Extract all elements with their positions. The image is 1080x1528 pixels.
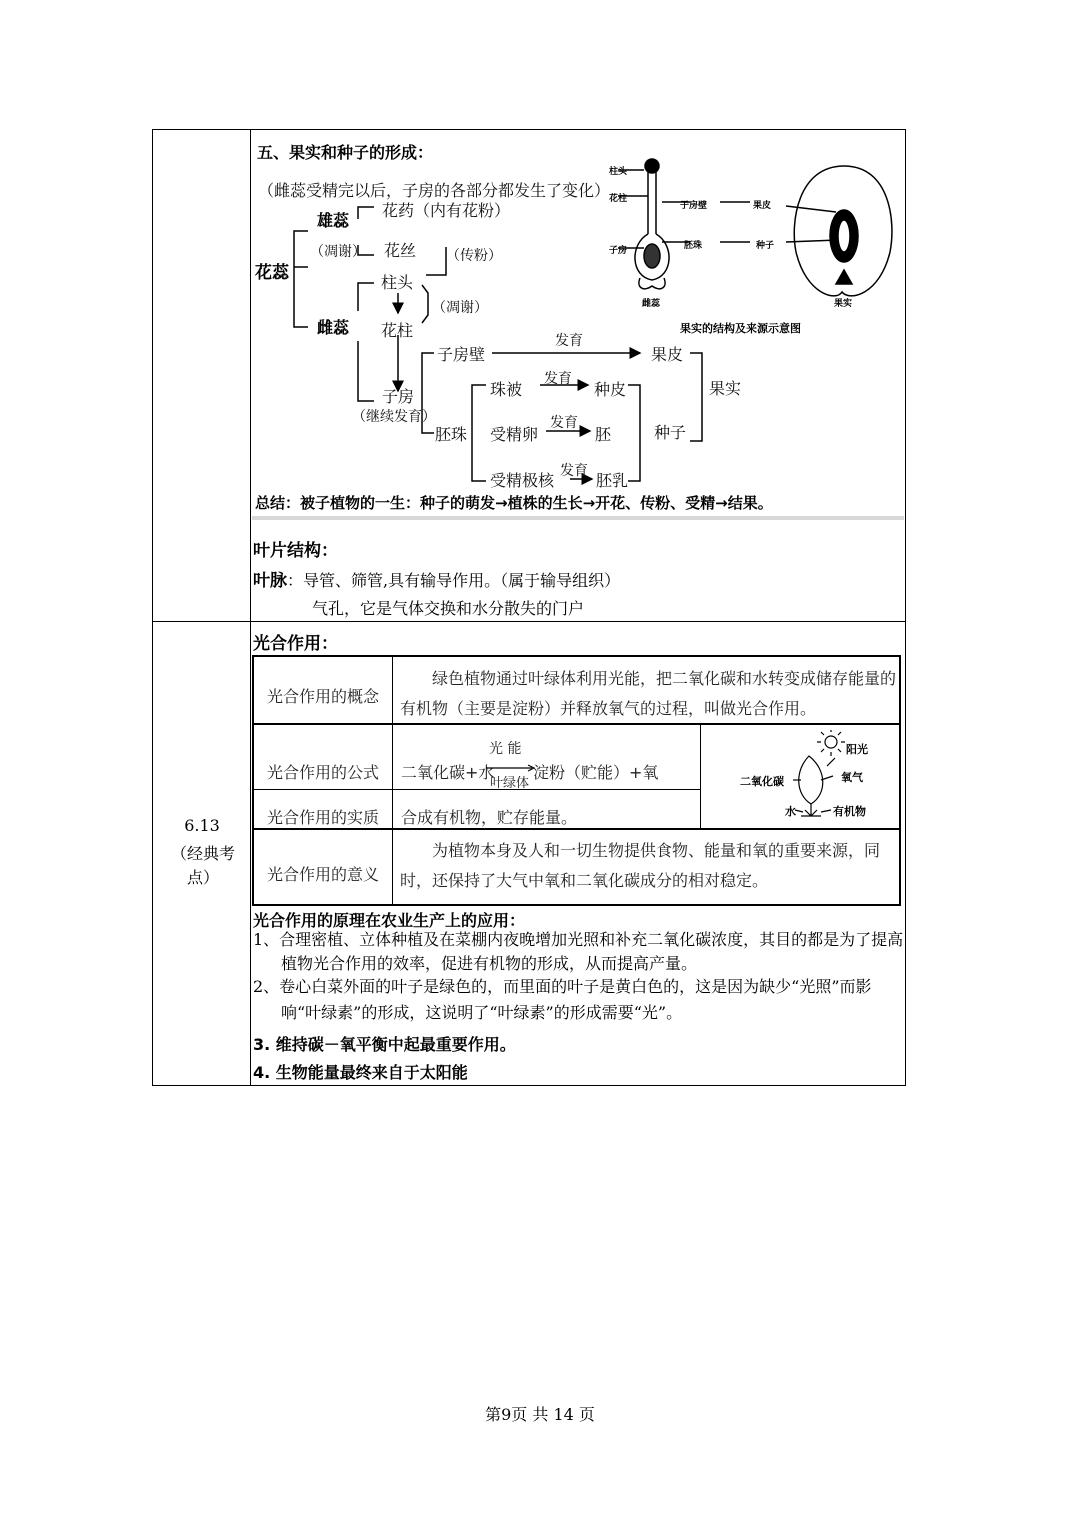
fig-stigma-label: 柱头 (609, 167, 628, 177)
summary-text: 总结：被子植物的一生：种子的萌发→植株的生长→开花、传粉、受精→结果。 (255, 494, 773, 512)
ps-table-divider-3 (252, 789, 701, 790)
formula-right: 淀粉（贮能）+氧 (533, 763, 659, 782)
continue-note: （继续发育） (352, 409, 436, 425)
polar-nuclei-label: 受精极核 (490, 471, 555, 490)
formula-arrow (486, 764, 536, 772)
fertilized-egg-label: 受精卵 (490, 425, 539, 444)
point-3: 3. 维持碳－氧平衡中起最重要作用。 (253, 1035, 516, 1054)
fig-style-label: 花柱 (609, 194, 628, 204)
row-tag: （经典考点） (170, 844, 235, 887)
table-left-border (152, 129, 153, 1086)
fruit-label: 果实 (709, 379, 742, 398)
fig-ovary-wall-label: 子房壁 (680, 201, 708, 211)
formula-label: 光合作用的公式 (267, 763, 380, 782)
ovary-label: 子房 (382, 387, 415, 406)
wither-note-2: （凋谢） (432, 300, 488, 316)
page-footer: 第9页 共 14 页 (485, 1405, 595, 1424)
leaf-vein-line (253, 566, 620, 591)
formula-bottom: 叶绿体 (490, 776, 530, 791)
table-right-border (905, 129, 906, 1086)
fig-co2-label: 二氧化碳 (740, 775, 784, 788)
fig-organic-label: 有机物 (833, 805, 866, 818)
pollination-note: （传粉） (446, 248, 502, 264)
anther-label: 花药（内有花粉） (382, 201, 511, 220)
photosynthesis-title: 光合作用： (253, 634, 338, 654)
fig-fruit-label: 果实 (834, 299, 853, 309)
wither-note-1: （凋谢） (310, 244, 366, 260)
fig-o2-label: 氧气 (841, 771, 863, 784)
fig-ovary-label: 子房 (609, 246, 628, 256)
formula-top: 光 能 (489, 741, 522, 757)
fig-seed-label: 种子 (756, 241, 775, 251)
leaf-vein-label: 叶脉 (253, 571, 287, 591)
meaning-label: 光合作用的意义 (267, 865, 380, 884)
develop-label-1: 发育 (555, 333, 583, 349)
ps-table-divider-2 (252, 828, 901, 830)
section-note: （雌蕊受精完以后，子房的各部分都发生了变化） (258, 181, 611, 200)
essence-text: 合成有机物，贮存能量。 (401, 808, 578, 827)
integument-label: 珠被 (490, 380, 523, 399)
table-bottom-border (152, 1085, 906, 1086)
seed-label: 种子 (654, 423, 687, 442)
embryo-label: 胚 (595, 425, 612, 444)
fig-caption: 果实的结构及来源示意图 (680, 322, 801, 335)
ps-table-col-1 (392, 655, 393, 906)
fig-water-label: 水 (785, 805, 796, 818)
section-title: 五、果实和种子的形成： (257, 143, 434, 162)
application-1: 1、合理密植、立体种植及在菜棚内夜晚增加光照和补充二氧化碳浓度，其目的都是为了提高植物光合作用的效率，促进有机物的形成，从而提高产量。 (253, 930, 904, 973)
leaf-stoma-text: 气孔，它是气体交换和水分散失的门户 (312, 599, 585, 618)
develop-label-3: 发育 (550, 415, 578, 431)
filament-label: 花丝 (384, 241, 417, 260)
flower-label: 花蕊 (255, 263, 289, 283)
fig-ovule-label: 胚珠 (684, 241, 703, 251)
row-date: 6.13 (184, 816, 220, 835)
seed-coat-label: 种皮 (594, 380, 627, 399)
stamen-label: 雄蕊 (317, 211, 350, 230)
ovary-wall-label: 子房壁 (437, 345, 486, 364)
leaf-title: 叶片结构： (253, 541, 338, 561)
pistil-label: 雌蕊 (317, 318, 350, 337)
fruit-structure-figure (600, 152, 900, 342)
application-title: 光合作用的原理在农业生产上的应用： (253, 911, 526, 930)
develop-label-4: 发育 (560, 463, 588, 479)
ovule-label: 胚珠 (435, 425, 468, 444)
fig-pistil-label: 雌蕊 (642, 299, 661, 309)
formula-left: 二氧化碳+水 (401, 763, 495, 782)
style-label: 花柱 (381, 321, 414, 340)
table-row-divider (152, 621, 906, 622)
concept-text: 绿色植物通过叶绿体利用光能，把二氧化碳和水转变成储存能量的有机物（主要是淀粉）并释放氧气的过程，叫做光合作用。 (400, 669, 897, 718)
stigma-label: 柱头 (381, 273, 414, 292)
leaf-vein-text: ：导管、筛管,具有输导作用。（属于输导组织） (287, 571, 621, 590)
point-4: 4. 生物能量最终来自于太阳能 (253, 1063, 468, 1082)
essence-label: 光合作用的实质 (267, 808, 380, 827)
table-top-border (152, 129, 906, 130)
meaning-text: 为植物本身及人和一切生物提供食物、能量和氧的重要来源，同时，还保持了大气中氧和二氧化碳成分的相对稳定。 (400, 841, 881, 890)
application-2: 2、卷心白菜外面的叶子是绿色的，而里面的叶子是黄白色的，这是因为缺少“光照”而影响“叶绿素”的形成，这说明了“叶绿素”的形成需要“光”。 (253, 977, 872, 1022)
develop-label-2: 发育 (544, 371, 572, 387)
ps-table-col-2 (700, 723, 701, 829)
fig-pericarp-label: 果皮 (753, 201, 772, 211)
fig-sun-label: 阳光 (846, 743, 868, 756)
concept-label: 光合作用的概念 (267, 687, 380, 706)
pericarp-label: 果皮 (651, 345, 684, 364)
endosperm-label: 胚乳 (596, 471, 629, 490)
image-strip (252, 516, 904, 520)
